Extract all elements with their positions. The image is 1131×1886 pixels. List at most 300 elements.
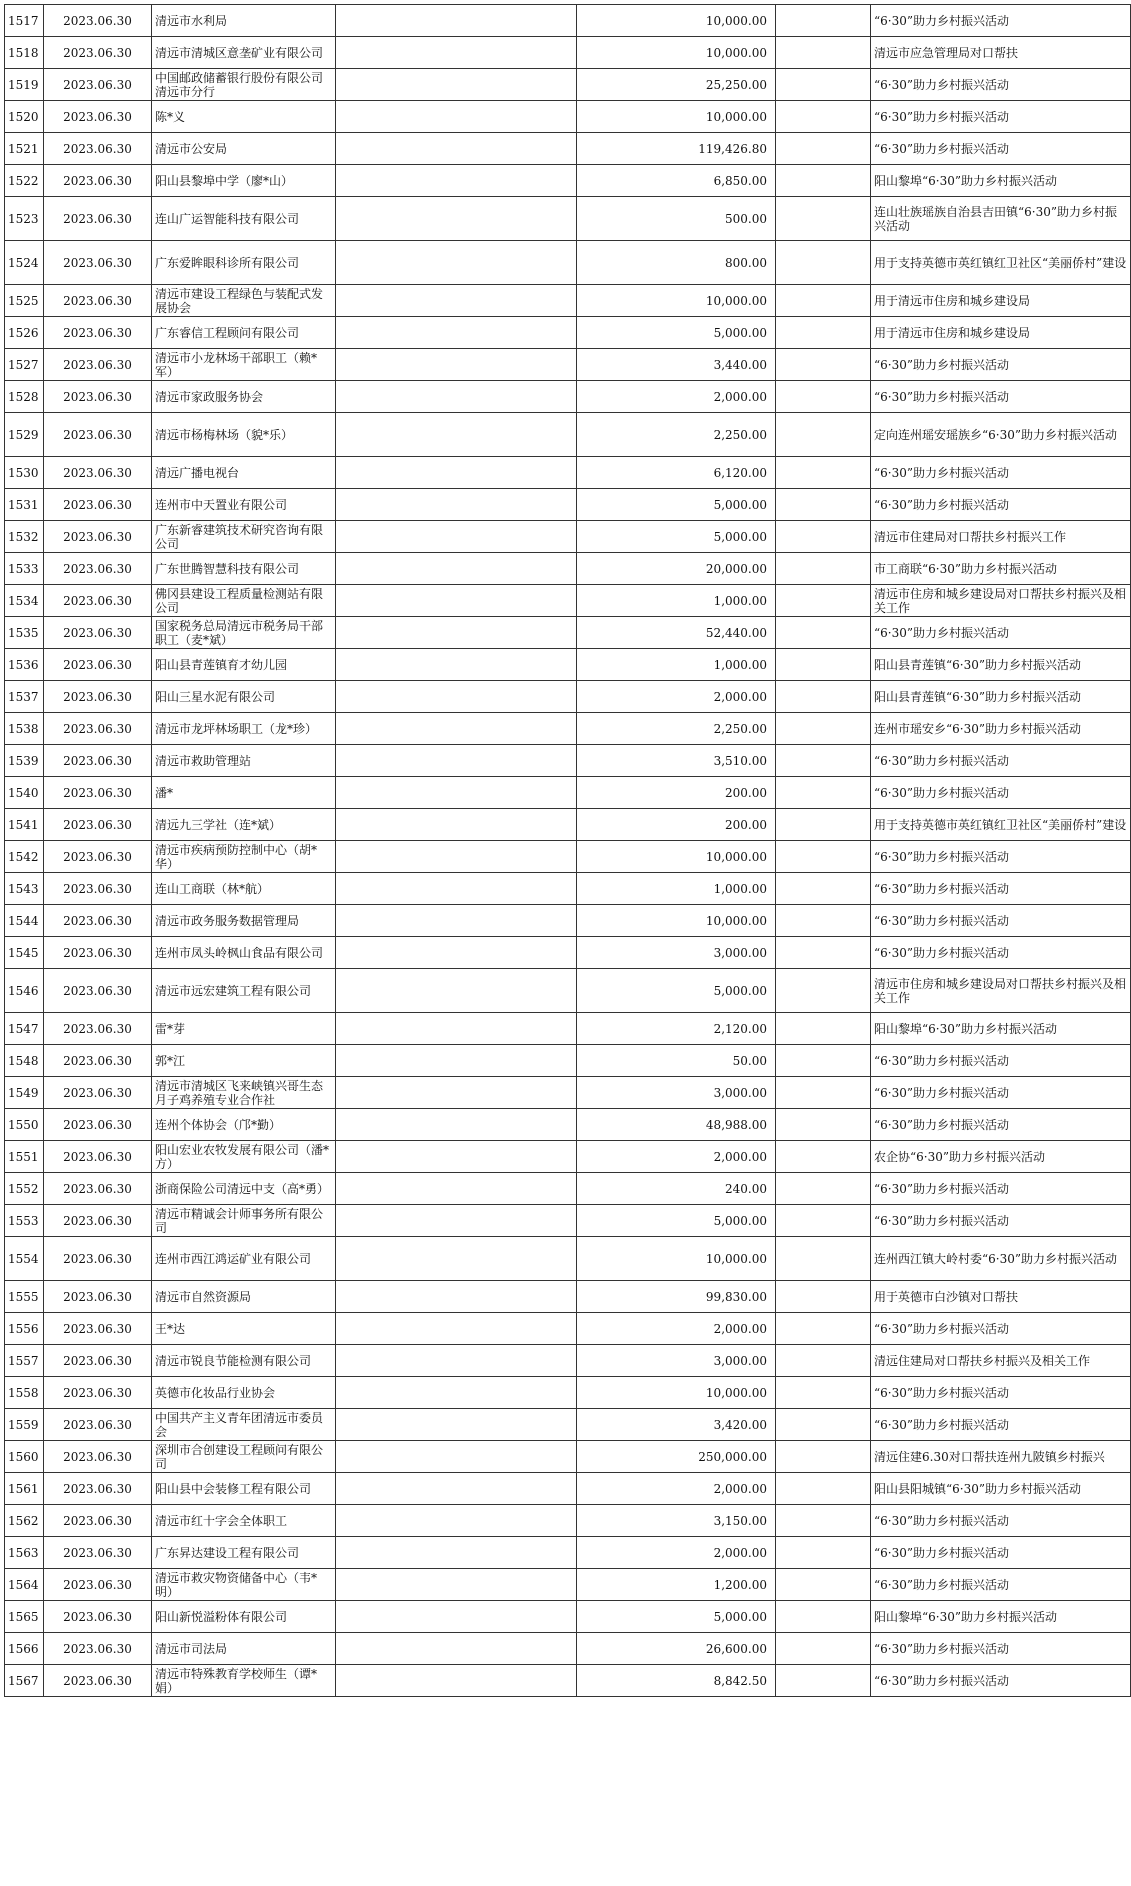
amount-cell: 2,120.00 bbox=[577, 1013, 776, 1045]
row-number-cell: 1540 bbox=[5, 777, 44, 809]
blank-cell bbox=[776, 165, 871, 197]
amount-cell: 1,200.00 bbox=[577, 1569, 776, 1601]
blank-cell bbox=[776, 1045, 871, 1077]
donor-name-cell: 清远市救助管理站 bbox=[152, 745, 336, 777]
donor-name-cell: 中国共产主义青年团清远市委员会 bbox=[152, 1409, 336, 1441]
purpose-cell: “6·30”助力乡村振兴活动 bbox=[871, 1377, 1131, 1409]
row-number-cell: 1555 bbox=[5, 1281, 44, 1313]
purpose-cell: 定向连州瑶安瑶族乡“6·30”助力乡村振兴活动 bbox=[871, 413, 1131, 457]
blank-cell bbox=[336, 1013, 577, 1045]
blank-cell bbox=[336, 1601, 577, 1633]
table-row bbox=[5, 1313, 1131, 1345]
purpose-cell: 清远住建局对口帮扶乡村振兴及相关工作 bbox=[871, 1345, 1131, 1377]
purpose-cell: “6·30”助力乡村振兴活动 bbox=[871, 489, 1131, 521]
blank-cell bbox=[776, 649, 871, 681]
blank-cell bbox=[336, 1313, 577, 1345]
donor-name-cell: 清远市自然资源局 bbox=[152, 1281, 336, 1313]
table-row bbox=[5, 553, 1131, 585]
purpose-cell: 连州市瑶安乡“6·30”助力乡村振兴活动 bbox=[871, 713, 1131, 745]
amount-cell: 800.00 bbox=[577, 241, 776, 285]
donor-name-cell: 陈*义 bbox=[152, 101, 336, 133]
blank-cell bbox=[336, 809, 577, 841]
row-number-cell: 1562 bbox=[5, 1505, 44, 1537]
table-row bbox=[5, 521, 1131, 553]
date-cell: 2023.06.30 bbox=[44, 285, 152, 317]
date-cell: 2023.06.30 bbox=[44, 489, 152, 521]
purpose-cell: “6·30”助力乡村振兴活动 bbox=[871, 1665, 1131, 1697]
date-cell: 2023.06.30 bbox=[44, 317, 152, 349]
table-row bbox=[5, 1281, 1131, 1313]
blank-cell bbox=[336, 1109, 577, 1141]
date-cell: 2023.06.30 bbox=[44, 69, 152, 101]
amount-cell: 10,000.00 bbox=[577, 101, 776, 133]
table-row bbox=[5, 713, 1131, 745]
blank-cell bbox=[776, 457, 871, 489]
table-row bbox=[5, 1109, 1131, 1141]
blank-cell bbox=[776, 873, 871, 905]
table-row bbox=[5, 1665, 1131, 1697]
blank-cell bbox=[336, 1045, 577, 1077]
date-cell: 2023.06.30 bbox=[44, 553, 152, 585]
row-number-cell: 1551 bbox=[5, 1141, 44, 1173]
table-row bbox=[5, 617, 1131, 649]
amount-cell: 2,000.00 bbox=[577, 1473, 776, 1505]
blank-cell bbox=[336, 349, 577, 381]
purpose-cell: 用于清远市住房和城乡建设局 bbox=[871, 285, 1131, 317]
table-row bbox=[5, 349, 1131, 381]
table-row bbox=[5, 317, 1131, 349]
row-number-cell: 1549 bbox=[5, 1077, 44, 1109]
table-row bbox=[5, 681, 1131, 713]
blank-cell bbox=[336, 317, 577, 349]
blank-cell bbox=[336, 37, 577, 69]
date-cell: 2023.06.30 bbox=[44, 1237, 152, 1281]
amount-cell: 52,440.00 bbox=[577, 617, 776, 649]
blank-cell bbox=[336, 553, 577, 585]
row-number-cell: 1567 bbox=[5, 1665, 44, 1697]
table-row bbox=[5, 101, 1131, 133]
purpose-cell: “6·30”助力乡村振兴活动 bbox=[871, 873, 1131, 905]
amount-cell: 119,426.80 bbox=[577, 133, 776, 165]
blank-cell bbox=[776, 197, 871, 241]
blank-cell bbox=[776, 1013, 871, 1045]
blank-cell bbox=[336, 841, 577, 873]
blank-cell bbox=[776, 133, 871, 165]
blank-cell bbox=[336, 241, 577, 285]
blank-cell bbox=[336, 101, 577, 133]
purpose-cell: “6·30”助力乡村振兴活动 bbox=[871, 101, 1131, 133]
row-number-cell: 1526 bbox=[5, 317, 44, 349]
purpose-cell: “6·30”助力乡村振兴活动 bbox=[871, 937, 1131, 969]
blank-cell bbox=[336, 1345, 577, 1377]
blank-cell bbox=[776, 745, 871, 777]
date-cell: 2023.06.30 bbox=[44, 1441, 152, 1473]
blank-cell bbox=[776, 681, 871, 713]
amount-cell: 5,000.00 bbox=[577, 317, 776, 349]
date-cell: 2023.06.30 bbox=[44, 1665, 152, 1697]
table-row bbox=[5, 841, 1131, 873]
donor-name-cell: 中国邮政储蓄银行股份有限公司清远市分行 bbox=[152, 69, 336, 101]
amount-cell: 5,000.00 bbox=[577, 1205, 776, 1237]
donor-name-cell: 清远市特殊教育学校师生（谭*娟） bbox=[152, 1665, 336, 1697]
amount-cell: 3,000.00 bbox=[577, 1345, 776, 1377]
table-row bbox=[5, 1633, 1131, 1665]
purpose-cell: “6·30”助力乡村振兴活动 bbox=[871, 1109, 1131, 1141]
blank-cell bbox=[336, 413, 577, 457]
purpose-cell: “6·30”助力乡村振兴活动 bbox=[871, 841, 1131, 873]
blank-cell bbox=[776, 317, 871, 349]
donor-name-cell: 清远市疾病预防控制中心（胡*华） bbox=[152, 841, 336, 873]
blank-cell bbox=[776, 1173, 871, 1205]
row-number-cell: 1523 bbox=[5, 197, 44, 241]
donor-name-cell: 阳山宏业农牧发展有限公司（潘*方） bbox=[152, 1141, 336, 1173]
amount-cell: 26,600.00 bbox=[577, 1633, 776, 1665]
purpose-cell: “6·30”助力乡村振兴活动 bbox=[871, 457, 1131, 489]
date-cell: 2023.06.30 bbox=[44, 1173, 152, 1205]
donor-name-cell: 潘* bbox=[152, 777, 336, 809]
purpose-cell: “6·30”助力乡村振兴活动 bbox=[871, 1173, 1131, 1205]
row-number-cell: 1559 bbox=[5, 1409, 44, 1441]
purpose-cell: “6·30”助力乡村振兴活动 bbox=[871, 5, 1131, 37]
donor-name-cell: 王*达 bbox=[152, 1313, 336, 1345]
blank-cell bbox=[776, 937, 871, 969]
blank-cell bbox=[336, 1441, 577, 1473]
purpose-cell: “6·30”助力乡村振兴活动 bbox=[871, 1633, 1131, 1665]
purpose-cell: 用于支持英德市英红镇红卫社区“美丽侨村”建设 bbox=[871, 809, 1131, 841]
row-number-cell: 1531 bbox=[5, 489, 44, 521]
amount-cell: 2,000.00 bbox=[577, 1313, 776, 1345]
row-number-cell: 1566 bbox=[5, 1633, 44, 1665]
table-row bbox=[5, 5, 1131, 37]
donor-name-cell: 佛冈县建设工程质量检测站有限公司 bbox=[152, 585, 336, 617]
blank-cell bbox=[776, 1537, 871, 1569]
donor-name-cell: 连州市中天置业有限公司 bbox=[152, 489, 336, 521]
blank-cell bbox=[776, 969, 871, 1013]
amount-cell: 10,000.00 bbox=[577, 1237, 776, 1281]
donor-name-cell: 清远市政务服务数据管理局 bbox=[152, 905, 336, 937]
date-cell: 2023.06.30 bbox=[44, 197, 152, 241]
amount-cell: 50.00 bbox=[577, 1045, 776, 1077]
donor-name-cell: 清远市远宏建筑工程有限公司 bbox=[152, 969, 336, 1013]
amount-cell: 6,850.00 bbox=[577, 165, 776, 197]
table-row bbox=[5, 1045, 1131, 1077]
blank-cell bbox=[776, 285, 871, 317]
blank-cell bbox=[776, 1077, 871, 1109]
blank-cell bbox=[336, 1077, 577, 1109]
blank-cell bbox=[336, 1205, 577, 1237]
donor-name-cell: 连州市凤头岭枫山食品有限公司 bbox=[152, 937, 336, 969]
purpose-cell: “6·30”助力乡村振兴活动 bbox=[871, 745, 1131, 777]
amount-cell: 10,000.00 bbox=[577, 37, 776, 69]
table-row bbox=[5, 1173, 1131, 1205]
purpose-cell: 农企协“6·30”助力乡村振兴活动 bbox=[871, 1141, 1131, 1173]
blank-cell bbox=[776, 1345, 871, 1377]
row-number-cell: 1530 bbox=[5, 457, 44, 489]
date-cell: 2023.06.30 bbox=[44, 1601, 152, 1633]
amount-cell: 20,000.00 bbox=[577, 553, 776, 585]
donor-name-cell: 清远市水利局 bbox=[152, 5, 336, 37]
donor-name-cell: 广东爱眸眼科诊所有限公司 bbox=[152, 241, 336, 285]
table-row bbox=[5, 873, 1131, 905]
amount-cell: 10,000.00 bbox=[577, 841, 776, 873]
amount-cell: 10,000.00 bbox=[577, 5, 776, 37]
donor-name-cell: 郭*江 bbox=[152, 1045, 336, 1077]
blank-cell bbox=[336, 5, 577, 37]
row-number-cell: 1529 bbox=[5, 413, 44, 457]
blank-cell bbox=[776, 585, 871, 617]
amount-cell: 10,000.00 bbox=[577, 1377, 776, 1409]
date-cell: 2023.06.30 bbox=[44, 381, 152, 413]
row-number-cell: 1553 bbox=[5, 1205, 44, 1237]
amount-cell: 10,000.00 bbox=[577, 285, 776, 317]
amount-cell: 3,420.00 bbox=[577, 1409, 776, 1441]
purpose-cell: 清远市应急管理局对口帮扶 bbox=[871, 37, 1131, 69]
row-number-cell: 1541 bbox=[5, 809, 44, 841]
purpose-cell: 连州西江镇大岭村委“6·30”助力乡村振兴活动 bbox=[871, 1237, 1131, 1281]
row-number-cell: 1525 bbox=[5, 285, 44, 317]
row-number-cell: 1547 bbox=[5, 1013, 44, 1045]
donor-name-cell: 连州市西江鸿运矿业有限公司 bbox=[152, 1237, 336, 1281]
purpose-cell: “6·30”助力乡村振兴活动 bbox=[871, 1409, 1131, 1441]
amount-cell: 5,000.00 bbox=[577, 521, 776, 553]
table-row bbox=[5, 1345, 1131, 1377]
date-cell: 2023.06.30 bbox=[44, 1377, 152, 1409]
purpose-cell: “6·30”助力乡村振兴活动 bbox=[871, 1569, 1131, 1601]
row-number-cell: 1544 bbox=[5, 905, 44, 937]
purpose-cell: “6·30”助力乡村振兴活动 bbox=[871, 69, 1131, 101]
donor-name-cell: 阳山县黎埠中学（廖*山） bbox=[152, 165, 336, 197]
table-row bbox=[5, 489, 1131, 521]
blank-cell bbox=[776, 1237, 871, 1281]
date-cell: 2023.06.30 bbox=[44, 457, 152, 489]
purpose-cell: 阳山黎埠“6·30”助力乡村振兴活动 bbox=[871, 1013, 1131, 1045]
blank-cell bbox=[776, 1141, 871, 1173]
blank-cell bbox=[776, 1633, 871, 1665]
donor-name-cell: 英德市化妆品行业协会 bbox=[152, 1377, 336, 1409]
donor-name-cell: 清远市精诚会计师事务所有限公司 bbox=[152, 1205, 336, 1237]
row-number-cell: 1557 bbox=[5, 1345, 44, 1377]
table-row bbox=[5, 1237, 1131, 1281]
blank-cell bbox=[776, 349, 871, 381]
row-number-cell: 1517 bbox=[5, 5, 44, 37]
blank-cell bbox=[336, 745, 577, 777]
blank-cell bbox=[776, 381, 871, 413]
blank-cell bbox=[336, 69, 577, 101]
row-number-cell: 1561 bbox=[5, 1473, 44, 1505]
blank-cell bbox=[776, 809, 871, 841]
date-cell: 2023.06.30 bbox=[44, 1313, 152, 1345]
blank-cell bbox=[336, 285, 577, 317]
blank-cell bbox=[336, 1237, 577, 1281]
purpose-cell: “6·30”助力乡村振兴活动 bbox=[871, 1205, 1131, 1237]
blank-cell bbox=[776, 777, 871, 809]
amount-cell: 5,000.00 bbox=[577, 1601, 776, 1633]
amount-cell: 240.00 bbox=[577, 1173, 776, 1205]
blank-cell bbox=[776, 1281, 871, 1313]
blank-cell bbox=[336, 133, 577, 165]
table-row bbox=[5, 905, 1131, 937]
blank-cell bbox=[776, 521, 871, 553]
amount-cell: 250,000.00 bbox=[577, 1441, 776, 1473]
date-cell: 2023.06.30 bbox=[44, 681, 152, 713]
table-row bbox=[5, 1077, 1131, 1109]
table-row bbox=[5, 37, 1131, 69]
donor-name-cell: 清远市清城区意垄矿业有限公司 bbox=[152, 37, 336, 69]
table-row bbox=[5, 585, 1131, 617]
purpose-cell: “6·30”助力乡村振兴活动 bbox=[871, 905, 1131, 937]
blank-cell bbox=[336, 937, 577, 969]
blank-cell bbox=[336, 1173, 577, 1205]
date-cell: 2023.06.30 bbox=[44, 937, 152, 969]
blank-cell bbox=[776, 37, 871, 69]
amount-cell: 500.00 bbox=[577, 197, 776, 241]
purpose-cell: 阳山黎埠“6·30”助力乡村振兴活动 bbox=[871, 1601, 1131, 1633]
amount-cell: 25,250.00 bbox=[577, 69, 776, 101]
row-number-cell: 1524 bbox=[5, 241, 44, 285]
date-cell: 2023.06.30 bbox=[44, 1141, 152, 1173]
blank-cell bbox=[776, 101, 871, 133]
row-number-cell: 1533 bbox=[5, 553, 44, 585]
table-row bbox=[5, 285, 1131, 317]
row-number-cell: 1563 bbox=[5, 1537, 44, 1569]
row-number-cell: 1527 bbox=[5, 349, 44, 381]
purpose-cell: “6·30”助力乡村振兴活动 bbox=[871, 617, 1131, 649]
date-cell: 2023.06.30 bbox=[44, 413, 152, 457]
purpose-cell: 清远市住房和城乡建设局对口帮扶乡村振兴及相关工作 bbox=[871, 585, 1131, 617]
date-cell: 2023.06.30 bbox=[44, 1281, 152, 1313]
purpose-cell: 阳山县青莲镇“6·30”助力乡村振兴活动 bbox=[871, 649, 1131, 681]
blank-cell bbox=[776, 713, 871, 745]
blank-cell bbox=[336, 713, 577, 745]
row-number-cell: 1548 bbox=[5, 1045, 44, 1077]
blank-cell bbox=[776, 1601, 871, 1633]
table-row bbox=[5, 241, 1131, 285]
row-number-cell: 1565 bbox=[5, 1601, 44, 1633]
blank-cell bbox=[336, 649, 577, 681]
blank-cell bbox=[776, 489, 871, 521]
row-number-cell: 1535 bbox=[5, 617, 44, 649]
donor-name-cell: 浙商保险公司清远中支（高*勇） bbox=[152, 1173, 336, 1205]
blank-cell bbox=[776, 1473, 871, 1505]
blank-cell bbox=[776, 69, 871, 101]
date-cell: 2023.06.30 bbox=[44, 649, 152, 681]
date-cell: 2023.06.30 bbox=[44, 349, 152, 381]
table-row bbox=[5, 1141, 1131, 1173]
purpose-cell: 用于清远市住房和城乡建设局 bbox=[871, 317, 1131, 349]
table-row bbox=[5, 809, 1131, 841]
blank-cell bbox=[776, 241, 871, 285]
donor-name-cell: 国家税务总局清远市税务局干部职工（麦*斌） bbox=[152, 617, 336, 649]
purpose-cell: “6·30”助力乡村振兴活动 bbox=[871, 133, 1131, 165]
donor-name-cell: 雷*芽 bbox=[152, 1013, 336, 1045]
blank-cell bbox=[776, 1377, 871, 1409]
donor-name-cell: 清远市建设工程绿色与装配式发展协会 bbox=[152, 285, 336, 317]
table-row bbox=[5, 937, 1131, 969]
purpose-cell: “6·30”助力乡村振兴活动 bbox=[871, 1505, 1131, 1537]
donor-name-cell: 阳山三星水泥有限公司 bbox=[152, 681, 336, 713]
amount-cell: 3,000.00 bbox=[577, 1077, 776, 1109]
date-cell: 2023.06.30 bbox=[44, 873, 152, 905]
date-cell: 2023.06.30 bbox=[44, 1537, 152, 1569]
row-number-cell: 1556 bbox=[5, 1313, 44, 1345]
ledger-body bbox=[5, 5, 1131, 1697]
amount-cell: 10,000.00 bbox=[577, 905, 776, 937]
row-number-cell: 1560 bbox=[5, 1441, 44, 1473]
donor-name-cell: 广东新睿建筑技术研究咨询有限公司 bbox=[152, 521, 336, 553]
date-cell: 2023.06.30 bbox=[44, 841, 152, 873]
blank-cell bbox=[336, 1473, 577, 1505]
date-cell: 2023.06.30 bbox=[44, 1569, 152, 1601]
donor-name-cell: 阳山县中会装修工程有限公司 bbox=[152, 1473, 336, 1505]
blank-cell bbox=[336, 1633, 577, 1665]
purpose-cell: 清远市住建局对口帮扶乡村振兴工作 bbox=[871, 521, 1131, 553]
amount-cell: 2,000.00 bbox=[577, 1141, 776, 1173]
date-cell: 2023.06.30 bbox=[44, 1077, 152, 1109]
purpose-cell: 市工商联“6·30”助力乡村振兴活动 bbox=[871, 553, 1131, 585]
date-cell: 2023.06.30 bbox=[44, 713, 152, 745]
row-number-cell: 1554 bbox=[5, 1237, 44, 1281]
date-cell: 2023.06.30 bbox=[44, 1505, 152, 1537]
table-row bbox=[5, 1441, 1131, 1473]
purpose-cell: 清远市住房和城乡建设局对口帮扶乡村振兴及相关工作 bbox=[871, 969, 1131, 1013]
amount-cell: 3,510.00 bbox=[577, 745, 776, 777]
amount-cell: 2,000.00 bbox=[577, 1537, 776, 1569]
blank-cell bbox=[336, 777, 577, 809]
blank-cell bbox=[336, 457, 577, 489]
table-row bbox=[5, 197, 1131, 241]
blank-cell bbox=[776, 905, 871, 937]
blank-cell bbox=[336, 1665, 577, 1697]
purpose-cell: “6·30”助力乡村振兴活动 bbox=[871, 381, 1131, 413]
table-row bbox=[5, 1505, 1131, 1537]
blank-cell bbox=[336, 969, 577, 1013]
table-row bbox=[5, 1409, 1131, 1441]
amount-cell: 2,250.00 bbox=[577, 713, 776, 745]
amount-cell: 1,000.00 bbox=[577, 649, 776, 681]
row-number-cell: 1564 bbox=[5, 1569, 44, 1601]
date-cell: 2023.06.30 bbox=[44, 1109, 152, 1141]
donor-name-cell: 清远市家政服务协会 bbox=[152, 381, 336, 413]
amount-cell: 2,000.00 bbox=[577, 381, 776, 413]
table-row bbox=[5, 133, 1131, 165]
donor-name-cell: 阳山县青莲镇育才幼儿园 bbox=[152, 649, 336, 681]
amount-cell: 6,120.00 bbox=[577, 457, 776, 489]
amount-cell: 200.00 bbox=[577, 777, 776, 809]
amount-cell: 3,000.00 bbox=[577, 937, 776, 969]
donor-name-cell: 连州个体协会（邝*勤） bbox=[152, 1109, 336, 1141]
blank-cell bbox=[776, 1205, 871, 1237]
table-row bbox=[5, 413, 1131, 457]
amount-cell: 200.00 bbox=[577, 809, 776, 841]
date-cell: 2023.06.30 bbox=[44, 133, 152, 165]
blank-cell bbox=[336, 1409, 577, 1441]
blank-cell bbox=[776, 5, 871, 37]
purpose-cell: “6·30”助力乡村振兴活动 bbox=[871, 1537, 1131, 1569]
date-cell: 2023.06.30 bbox=[44, 1409, 152, 1441]
date-cell: 2023.06.30 bbox=[44, 617, 152, 649]
purpose-cell: 连山壮族瑶族自治县吉田镇“6·30”助力乡村振兴活动 bbox=[871, 197, 1131, 241]
row-number-cell: 1518 bbox=[5, 37, 44, 69]
blank-cell bbox=[336, 1569, 577, 1601]
blank-cell bbox=[776, 1109, 871, 1141]
date-cell: 2023.06.30 bbox=[44, 905, 152, 937]
blank-cell bbox=[776, 617, 871, 649]
purpose-cell: “6·30”助力乡村振兴活动 bbox=[871, 1045, 1131, 1077]
blank-cell bbox=[776, 413, 871, 457]
purpose-cell: “6·30”助力乡村振兴活动 bbox=[871, 1077, 1131, 1109]
row-number-cell: 1558 bbox=[5, 1377, 44, 1409]
table-row bbox=[5, 1377, 1131, 1409]
